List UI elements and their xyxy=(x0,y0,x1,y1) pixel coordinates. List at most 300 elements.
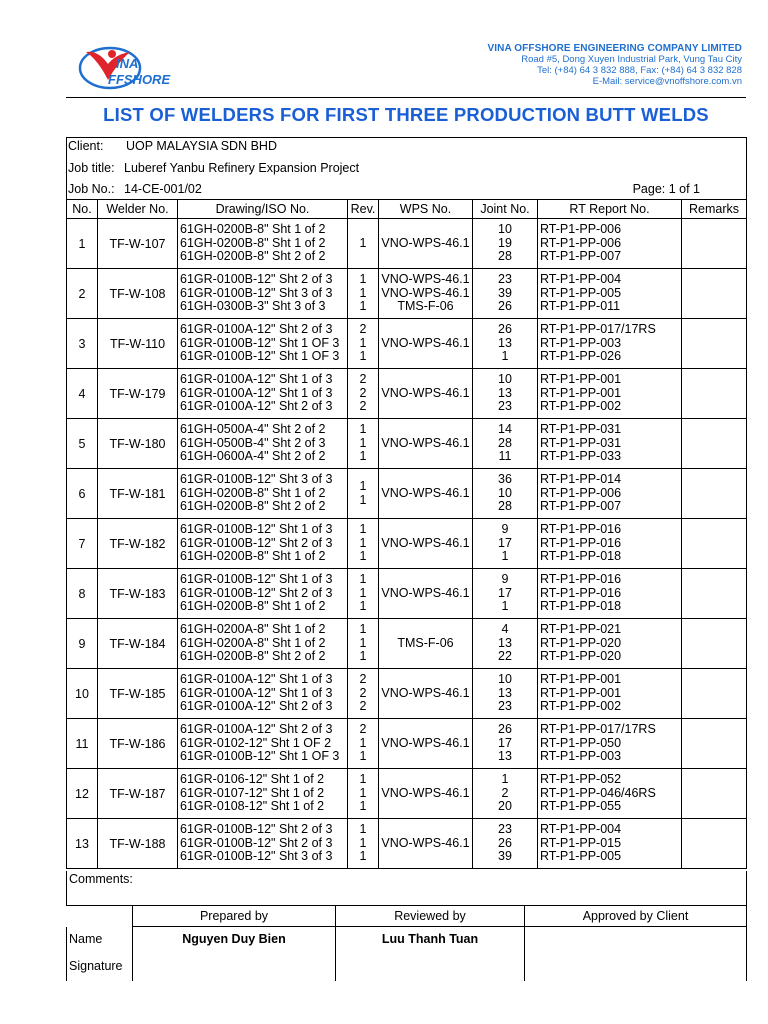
rt-report-cell xyxy=(538,569,682,619)
drawing-iso-cell xyxy=(178,819,348,869)
drawing-iso-cell xyxy=(178,369,348,419)
drawing-iso-cell-line: 61GR-0100A-12" Sht 1 of 3 xyxy=(180,685,333,700)
joint-cell-line: 36 xyxy=(498,472,512,487)
col-header-wps: WPS No. xyxy=(379,200,473,219)
company-name: VINA OFFSHORE ENGINEERING COMPANY LIMITED xyxy=(487,43,742,54)
rt-report-cell-line: RT-P1-PP-055 xyxy=(540,799,622,814)
table-row xyxy=(67,719,747,769)
rev-cell xyxy=(348,619,379,669)
company-email: E-Mail: service@vnoffshore.com.vn xyxy=(592,76,742,87)
rev-cell-line: 2 xyxy=(359,322,367,337)
rev-cell-line: 1 xyxy=(359,822,367,837)
rev-cell-line: 1 xyxy=(359,735,367,750)
rt-report-cell xyxy=(538,669,682,719)
col-header-joint: Joint No. xyxy=(473,200,538,219)
client-label: Client: xyxy=(68,139,104,153)
joint-cell xyxy=(473,369,538,419)
prepared-by-label: Prepared by xyxy=(133,906,336,927)
drawing-iso-cell-line: 61GR-0100A-12" Sht 1 of 3 xyxy=(180,672,333,687)
table-header-row xyxy=(67,200,747,219)
drawing-iso-cell xyxy=(178,669,348,719)
rt-report-cell-line: RT-P1-PP-001 xyxy=(540,385,622,400)
rt-report-cell-line: RT-P1-PP-003 xyxy=(540,749,622,764)
remarks-cell xyxy=(682,269,747,319)
welder-number: TF-W-108 xyxy=(98,269,178,319)
rev-cell-line: 1 xyxy=(359,272,367,287)
wps-cell xyxy=(379,469,473,519)
client-value: UOP MALAYSIA SDN BHD xyxy=(126,139,277,153)
row-number: 5 xyxy=(67,419,98,469)
welder-number: TF-W-187 xyxy=(98,769,178,819)
rev-cell-line: 1 xyxy=(359,785,367,800)
drawing-iso-cell xyxy=(178,619,348,669)
joint-cell-line: 1 xyxy=(501,549,509,564)
remarks-cell xyxy=(682,319,747,369)
rev-cell-line: 2 xyxy=(359,399,367,414)
rt-report-cell-line: RT-P1-PP-033 xyxy=(540,449,622,464)
rt-report-cell xyxy=(538,769,682,819)
signature-header-row xyxy=(67,906,747,927)
table-row xyxy=(67,619,747,669)
rt-report-cell xyxy=(538,319,682,369)
drawing-iso-cell-line: 61GH-0200B-8" Sht 2 of 2 xyxy=(180,249,326,264)
rt-report-cell-line: RT-P1-PP-016 xyxy=(540,522,622,537)
rev-cell-line: 1 xyxy=(359,549,367,564)
remarks-cell xyxy=(682,419,747,469)
rev-cell xyxy=(348,769,379,819)
remarks-cell xyxy=(682,619,747,669)
name-row xyxy=(67,927,747,951)
drawing-iso-cell xyxy=(178,319,348,369)
rt-report-cell-line: RT-P1-PP-031 xyxy=(540,435,622,450)
wps-cell-line: VNO-WPS-46.1 xyxy=(381,535,470,550)
joint-cell xyxy=(473,419,538,469)
welder-number: TF-W-110 xyxy=(98,319,178,369)
drawing-iso-cell-line: 61GR-0100B-12" Sht 2 of 3 xyxy=(180,835,333,850)
joint-cell-line: 22 xyxy=(498,649,512,664)
rev-cell-line: 1 xyxy=(359,649,367,664)
wps-cell xyxy=(379,669,473,719)
table-body xyxy=(67,219,747,869)
joint-cell-line: 10 xyxy=(498,372,512,387)
rev-cell xyxy=(348,269,379,319)
joint-cell-line: 23 xyxy=(498,399,512,414)
table-row xyxy=(67,419,747,469)
rt-report-cell xyxy=(538,619,682,669)
company-logo xyxy=(72,44,182,92)
rev-cell-line: 1 xyxy=(359,585,367,600)
drawing-iso-cell-line: 61GH-0500A-4" Sht 2 of 2 xyxy=(180,422,326,437)
row-number: 13 xyxy=(67,819,98,869)
rev-cell-line: 1 xyxy=(359,849,367,864)
approved-signature xyxy=(525,951,747,981)
joint-cell-line: 17 xyxy=(498,535,512,550)
rev-cell-line: 2 xyxy=(359,699,367,714)
wps-cell-line: VNO-WPS-46.1 xyxy=(381,272,470,287)
reviewed-signature xyxy=(336,951,525,981)
remarks-cell xyxy=(682,469,747,519)
row-number: 11 xyxy=(67,719,98,769)
rt-report-cell xyxy=(538,269,682,319)
rt-report-cell-line: RT-P1-PP-014 xyxy=(540,472,622,487)
drawing-iso-cell-line: 61GR-0100A-12" Sht 2 of 3 xyxy=(180,399,333,414)
company-address: Road #5, Dong Xuyen Industrial Park, Vung Tau City xyxy=(521,54,742,65)
rev-cell-line: 1 xyxy=(359,572,367,587)
drawing-iso-cell-line: 61GR-0100B-12" Sht 3 of 3 xyxy=(180,472,333,487)
welders-table xyxy=(66,199,747,869)
prepared-signature xyxy=(133,951,336,981)
table-row xyxy=(67,369,747,419)
joint-cell xyxy=(473,769,538,819)
drawing-iso-cell-line: 61GH-0200B-8" Sht 2 of 2 xyxy=(180,649,326,664)
rev-cell-line: 1 xyxy=(359,635,367,650)
joint-cell-line: 26 xyxy=(498,322,512,337)
rev-cell-line: 1 xyxy=(359,772,367,787)
rt-report-cell xyxy=(538,519,682,569)
rev-cell xyxy=(348,819,379,869)
joint-cell xyxy=(473,719,538,769)
joint-cell-line: 19 xyxy=(498,235,512,250)
drawing-iso-cell-line: 61GH-0200A-8" Sht 1 of 2 xyxy=(180,622,326,637)
wps-cell-line: VNO-WPS-46.1 xyxy=(381,335,470,350)
approved-by-label: Approved by Client xyxy=(525,906,747,927)
joint-cell-line: 28 xyxy=(498,435,512,450)
rev-cell xyxy=(348,469,379,519)
rev-cell-line: 1 xyxy=(359,835,367,850)
table-row xyxy=(67,519,747,569)
rev-cell-line: 1 xyxy=(359,349,367,364)
joint-cell-line: 13 xyxy=(498,635,512,650)
drawing-iso-cell-line: 61GR-0100B-12" Sht 3 of 3 xyxy=(180,849,333,864)
rev-cell xyxy=(348,219,379,269)
joint-cell-line: 13 xyxy=(498,335,512,350)
rt-report-cell-line: RT-P1-PP-005 xyxy=(540,285,622,300)
rt-report-cell-line: RT-P1-PP-016 xyxy=(540,572,622,587)
wps-cell xyxy=(379,569,473,619)
wps-cell xyxy=(379,719,473,769)
joint-cell-line: 1 xyxy=(501,349,509,364)
drawing-iso-cell xyxy=(178,419,348,469)
drawing-iso-cell xyxy=(178,219,348,269)
welder-number: TF-W-180 xyxy=(98,419,178,469)
joint-cell xyxy=(473,619,538,669)
wps-cell xyxy=(379,769,473,819)
page-indicator: Page: 1 of 1 xyxy=(632,182,700,196)
drawing-iso-cell xyxy=(178,569,348,619)
row-number: 4 xyxy=(67,369,98,419)
rt-report-cell-line: RT-P1-PP-006 xyxy=(540,485,622,500)
rt-report-cell-line: RT-P1-PP-007 xyxy=(540,249,622,264)
rt-report-cell-line: RT-P1-PP-004 xyxy=(540,272,622,287)
joint-cell xyxy=(473,219,538,269)
wps-cell-line: VNO-WPS-46.1 xyxy=(381,785,470,800)
col-header-rev: Rev. xyxy=(348,200,379,219)
joint-cell xyxy=(473,519,538,569)
drawing-iso-cell-line: 61GH-0300B-3" Sht 3 of 3 xyxy=(180,299,326,314)
rev-cell-line: 1 xyxy=(359,299,367,314)
rev-cell xyxy=(348,419,379,469)
rev-cell-line: 1 xyxy=(359,479,367,493)
joint-cell-line: 20 xyxy=(498,799,512,814)
wps-cell-line: VNO-WPS-46.1 xyxy=(381,585,470,600)
wps-cell xyxy=(379,819,473,869)
joint-cell-line: 2 xyxy=(501,785,509,800)
drawing-iso-cell-line: 61GR-0102-12" Sht 1 OF 2 xyxy=(180,735,332,750)
joint-cell-line: 26 xyxy=(498,722,512,737)
drawing-iso-cell-line: 61GR-0100A-12" Sht 2 of 3 xyxy=(180,699,333,714)
rt-report-cell-line: RT-P1-PP-001 xyxy=(540,372,622,387)
welder-number: TF-W-185 xyxy=(98,669,178,719)
document-header xyxy=(0,0,768,100)
drawing-iso-cell-line: 61GH-0200A-8" Sht 1 of 2 xyxy=(180,635,326,650)
rev-cell xyxy=(348,369,379,419)
remarks-cell xyxy=(682,219,747,269)
rev-cell-line: 2 xyxy=(359,385,367,400)
col-header-rt: RT Report No. xyxy=(538,200,682,219)
col-header-no: No. xyxy=(67,200,98,219)
rev-cell-line: 1 xyxy=(359,599,367,614)
approved-name xyxy=(525,927,747,951)
rt-report-cell xyxy=(538,819,682,869)
job-no-value: 14-CE-001/02 xyxy=(124,182,202,196)
rev-cell xyxy=(348,669,379,719)
rt-report-cell-line: RT-P1-PP-011 xyxy=(540,299,621,314)
welder-number: TF-W-184 xyxy=(98,619,178,669)
rt-report-cell xyxy=(538,719,682,769)
rev-cell-line: 2 xyxy=(359,722,367,737)
rev-cell-line: 1 xyxy=(359,422,367,437)
rev-cell xyxy=(348,519,379,569)
wps-cell-line: VNO-WPS-46.1 xyxy=(381,685,470,700)
joint-cell-line: 17 xyxy=(498,735,512,750)
joint-cell-line: 28 xyxy=(498,499,512,514)
joint-cell-line: 23 xyxy=(498,822,512,837)
rt-report-cell-line: RT-P1-PP-001 xyxy=(540,672,622,687)
table-row xyxy=(67,319,747,369)
drawing-iso-cell-line: 61GR-0100B-12" Sht 2 of 3 xyxy=(180,535,333,550)
joint-cell-line: 4 xyxy=(501,622,509,637)
rt-report-cell-line: RT-P1-PP-017/17RS xyxy=(540,722,656,737)
comments-box xyxy=(66,871,747,906)
rt-report-cell-line: RT-P1-PP-016 xyxy=(540,585,622,600)
drawing-iso-cell-line: 61GR-0100A-12" Sht 2 of 3 xyxy=(180,722,333,737)
wps-cell xyxy=(379,369,473,419)
svg-text:FFSHORE: FFSHORE xyxy=(108,72,171,87)
wps-cell-line: TMS-F-06 xyxy=(397,299,454,314)
rev-cell xyxy=(348,319,379,369)
drawing-iso-cell-line: 61GR-0100A-12" Sht 1 of 3 xyxy=(180,385,333,400)
row-number: 9 xyxy=(67,619,98,669)
drawing-iso-cell-line: 61GR-0100B-12" Sht 2 of 3 xyxy=(180,822,333,837)
row-number: 7 xyxy=(67,519,98,569)
rt-report-cell-line: RT-P1-PP-046/46RS xyxy=(540,785,656,800)
signature-label: Signature xyxy=(67,951,133,981)
table-row xyxy=(67,569,747,619)
col-header-remarks: Remarks xyxy=(682,200,747,219)
table-row xyxy=(67,819,747,869)
joint-cell-line: 13 xyxy=(498,749,512,764)
wps-cell xyxy=(379,519,473,569)
joint-cell-line: 26 xyxy=(498,299,512,314)
drawing-iso-cell-line: 61GH-0200B-8" Sht 1 of 2 xyxy=(180,235,326,250)
wps-cell-line: VNO-WPS-46.1 xyxy=(381,385,470,400)
reviewed-by-label: Reviewed by xyxy=(336,906,525,927)
wps-cell xyxy=(379,219,473,269)
rt-report-cell-line: RT-P1-PP-018 xyxy=(540,599,622,614)
drawing-iso-cell xyxy=(178,469,348,519)
joint-cell-line: 1 xyxy=(501,599,509,614)
table-row xyxy=(67,269,747,319)
rt-report-cell-line: RT-P1-PP-050 xyxy=(540,735,622,750)
row-number: 6 xyxy=(67,469,98,519)
drawing-iso-cell-line: 61GR-0100B-12" Sht 2 of 3 xyxy=(180,585,333,600)
welder-number: TF-W-183 xyxy=(98,569,178,619)
rt-report-cell-line: RT-P1-PP-003 xyxy=(540,335,622,350)
remarks-cell xyxy=(682,669,747,719)
joint-cell xyxy=(473,819,538,869)
drawing-iso-cell-line: 61GH-0200B-8" Sht 1 of 2 xyxy=(180,222,326,237)
wps-cell-line: VNO-WPS-46.1 xyxy=(381,835,470,850)
wps-cell xyxy=(379,419,473,469)
wps-cell xyxy=(379,269,473,319)
rt-report-cell-line: RT-P1-PP-052 xyxy=(540,772,622,787)
remarks-cell xyxy=(682,369,747,419)
drawing-iso-cell-line: 61GR-0100B-12" Sht 1 of 3 xyxy=(180,522,333,537)
prepared-name: Nguyen Duy Bien xyxy=(133,927,336,951)
drawing-iso-cell-line: 61GH-0200B-8" Sht 2 of 2 xyxy=(180,499,326,514)
wps-cell-line: VNO-WPS-46.1 xyxy=(381,485,470,500)
comments-label: Comments: xyxy=(69,872,133,886)
drawing-iso-cell-line: 61GH-0200B-8" Sht 1 of 2 xyxy=(180,549,326,564)
joint-cell-line: 23 xyxy=(498,699,512,714)
joint-cell xyxy=(473,469,538,519)
drawing-iso-cell xyxy=(178,269,348,319)
rev-cell-line: 1 xyxy=(359,492,367,507)
job-no-label: Job No.: xyxy=(68,182,115,196)
joint-cell-line: 13 xyxy=(498,385,512,400)
rt-report-cell-line: RT-P1-PP-005 xyxy=(540,849,622,864)
row-number: 12 xyxy=(67,769,98,819)
job-title-value: Luberef Yanbu Refinery Expansion Project xyxy=(124,161,360,175)
joint-cell xyxy=(473,319,538,369)
rt-report-cell-line: RT-P1-PP-020 xyxy=(540,635,622,650)
table-row xyxy=(67,219,747,269)
welder-number: TF-W-181 xyxy=(98,469,178,519)
company-phone: Tel: (+84) 64 3 832 888, Fax: (+84) 64 3 832 828 xyxy=(537,65,742,76)
reviewed-name: Luu Thanh Tuan xyxy=(336,927,525,951)
remarks-cell xyxy=(682,819,747,869)
rt-report-cell-line: RT-P1-PP-002 xyxy=(540,699,622,714)
rt-report-cell-line: RT-P1-PP-015 xyxy=(540,835,622,850)
rev-cell xyxy=(348,569,379,619)
job-title-label: Job title: xyxy=(68,161,115,175)
rt-report-cell-line: RT-P1-PP-031 xyxy=(540,422,622,437)
drawing-iso-cell-line: 61GH-0500B-4" Sht 2 of 3 xyxy=(180,435,326,450)
welder-number: TF-W-186 xyxy=(98,719,178,769)
joint-cell-line: 39 xyxy=(498,849,512,864)
page-title: LIST OF WELDERS FOR FIRST THREE PRODUCTION BUTT WELDS xyxy=(103,104,709,125)
rev-cell-line: 1 xyxy=(359,535,367,550)
joint-cell-line: 1 xyxy=(501,772,509,787)
rev-cell-line: 1 xyxy=(359,749,367,764)
joint-cell-line: 11 xyxy=(498,449,512,464)
drawing-iso-cell-line: 61GR-0100B-12" Sht 3 of 3 xyxy=(180,285,333,300)
joint-cell-line: 23 xyxy=(498,272,512,287)
drawing-iso-cell-line: 61GR-0100B-12" Sht 2 of 3 xyxy=(180,272,333,287)
rt-report-cell-line: RT-P1-PP-026 xyxy=(540,349,622,364)
row-number: 10 xyxy=(67,669,98,719)
rev-cell-line: 1 xyxy=(359,435,367,450)
table-row xyxy=(67,669,747,719)
rev-cell-line: 1 xyxy=(359,449,367,464)
header-divider xyxy=(66,97,746,98)
joint-cell-line: 28 xyxy=(498,249,512,264)
drawing-iso-cell-line: 61GR-0100B-12" Sht 1 of 3 xyxy=(180,572,333,587)
rt-report-cell-line: RT-P1-PP-020 xyxy=(540,649,622,664)
welder-number: TF-W-107 xyxy=(98,219,178,269)
rev-cell-line: 1 xyxy=(359,285,367,300)
joint-cell-line: 10 xyxy=(498,672,512,687)
rt-report-cell xyxy=(538,469,682,519)
joint-cell-line: 39 xyxy=(498,285,512,300)
rev-cell-line: 1 xyxy=(359,335,367,350)
signature-table xyxy=(66,905,747,981)
rev-cell-line: 2 xyxy=(359,685,367,700)
rev-cell-line: 2 xyxy=(359,372,367,387)
drawing-iso-cell-line: 61GR-0108-12" Sht 1 of 2 xyxy=(180,799,325,814)
company-info xyxy=(488,43,743,87)
rt-report-cell-line: RT-P1-PP-016 xyxy=(540,535,622,550)
joint-cell-line: 17 xyxy=(498,585,512,600)
joint-cell-line: 14 xyxy=(498,422,512,437)
drawing-iso-cell-line: 61GR-0106-12" Sht 1 of 2 xyxy=(180,772,325,787)
rev-cell xyxy=(348,719,379,769)
rt-report-cell-line: RT-P1-PP-018 xyxy=(540,549,622,564)
joint-cell-line: 9 xyxy=(501,522,509,537)
wps-cell-line: TMS-F-06 xyxy=(397,635,454,650)
remarks-cell xyxy=(682,769,747,819)
rt-report-cell-line: RT-P1-PP-002 xyxy=(540,399,622,414)
drawing-iso-cell-line: 61GR-0100B-12" Sht 1 OF 3 xyxy=(180,749,340,764)
remarks-cell xyxy=(682,519,747,569)
joint-cell-line: 26 xyxy=(498,835,512,850)
rt-report-cell-line: RT-P1-PP-017/17RS xyxy=(540,322,656,337)
rt-report-cell-line: RT-P1-PP-007 xyxy=(540,499,622,514)
wps-cell xyxy=(379,619,473,669)
wps-cell-line: VNO-WPS-46.1 xyxy=(381,735,470,750)
drawing-iso-cell xyxy=(178,769,348,819)
drawing-iso-cell-line: 61GR-0100B-12" Sht 1 OF 3 xyxy=(180,349,340,364)
table-row xyxy=(67,469,747,519)
joint-cell xyxy=(473,569,538,619)
name-label: Name xyxy=(67,927,133,951)
rev-cell-line: 1 xyxy=(359,235,367,250)
drawing-iso-cell xyxy=(178,719,348,769)
rev-cell-line: 2 xyxy=(359,672,367,687)
row-number: 2 xyxy=(67,269,98,319)
table-row xyxy=(67,769,747,819)
drawing-iso-cell-line: 61GH-0200B-8" Sht 1 of 2 xyxy=(180,599,326,614)
signature-row xyxy=(67,951,747,981)
joint-cell-line: 9 xyxy=(501,572,509,587)
drawing-iso-cell xyxy=(178,519,348,569)
remarks-cell xyxy=(682,719,747,769)
joint-cell xyxy=(473,669,538,719)
rt-report-cell xyxy=(538,369,682,419)
drawing-iso-cell-line: 61GR-0107-12" Sht 1 of 2 xyxy=(180,785,325,800)
rev-cell-line: 1 xyxy=(359,799,367,814)
rev-cell-line: 1 xyxy=(359,522,367,537)
